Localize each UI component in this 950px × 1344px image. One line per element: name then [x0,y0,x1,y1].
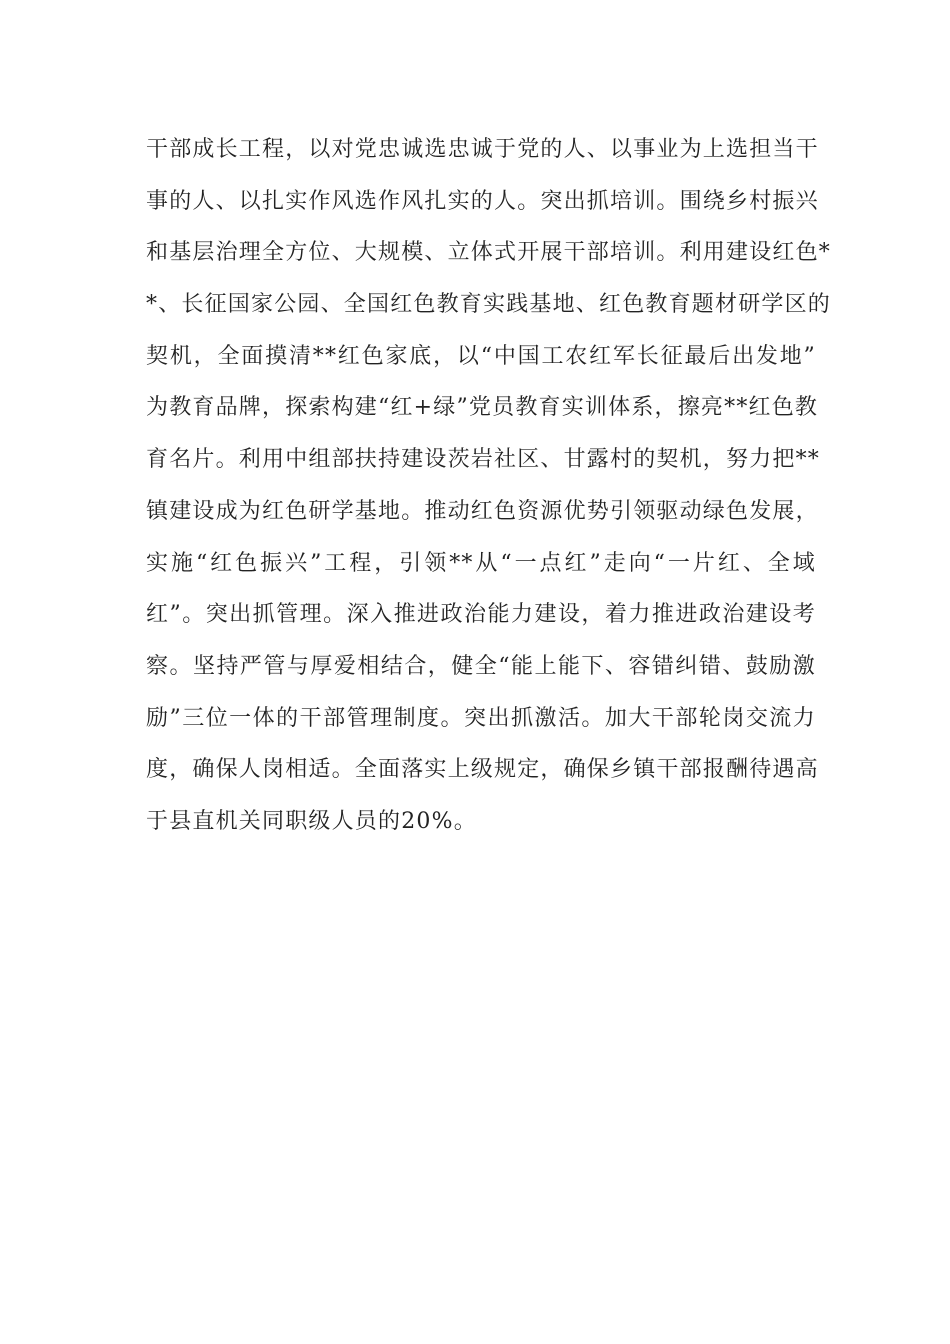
paragraph-line-8: 镇建设成为红色研学基地。推动红色资源优势引领驱动绿色发展， [146,498,819,524]
body-paragraph [146,124,832,848]
paragraph-line-5: 契机，全面摸清**红色家底，以“中国工农红军长征最后出发地” [146,343,816,369]
paragraph-line-7: 育名片。利用中组部扶持建设茨岩社区、甘露村的契机，努力把** [146,447,821,473]
paragraph-line-14: 于县直机关同职级人员的20%。 [146,808,477,834]
paragraph-line-1: 干部成长工程，以对党忠诚选忠诚于党的人、以事业为上选担当干 [146,137,819,162]
paragraph-line-2: 事的人、以扎实作风选作风扎实的人。突出抓培训。围绕乡村振兴 [146,188,819,214]
paragraph-line-9: 实施“红色振兴”工程，引领**从“一点红”走向“一片红、全域 [146,550,816,576]
paragraph-line-3: 和基层治理全方位、大规模、立体式开展干部培训。利用建设红色* [146,240,832,266]
paragraph-line-12: 励”三位一体的干部管理制度。突出抓激活。加大干部轮岗交流力 [146,705,816,731]
paragraph-line-6: 为教育品牌，探索构建“红+绿”党员教育实训体系，擦亮**红色教 [146,395,819,421]
paragraph-line-11: 察。坚持严管与厚爱相结合，健全“能上能下、容错纠错、鼓励激 [146,653,816,679]
paragraph-line-13: 度，确保人岗相适。全面落实上级规定，确保乡镇干部报酬待遇高 [146,757,819,783]
paragraph-line-10: 红”。突出抓管理。深入推进政治能力建设，着力推进政治建设考 [146,602,816,628]
paragraph-line-4: *、长征国家公园、全国红色教育实践基地、红色教育题材研学区的 [146,292,832,318]
